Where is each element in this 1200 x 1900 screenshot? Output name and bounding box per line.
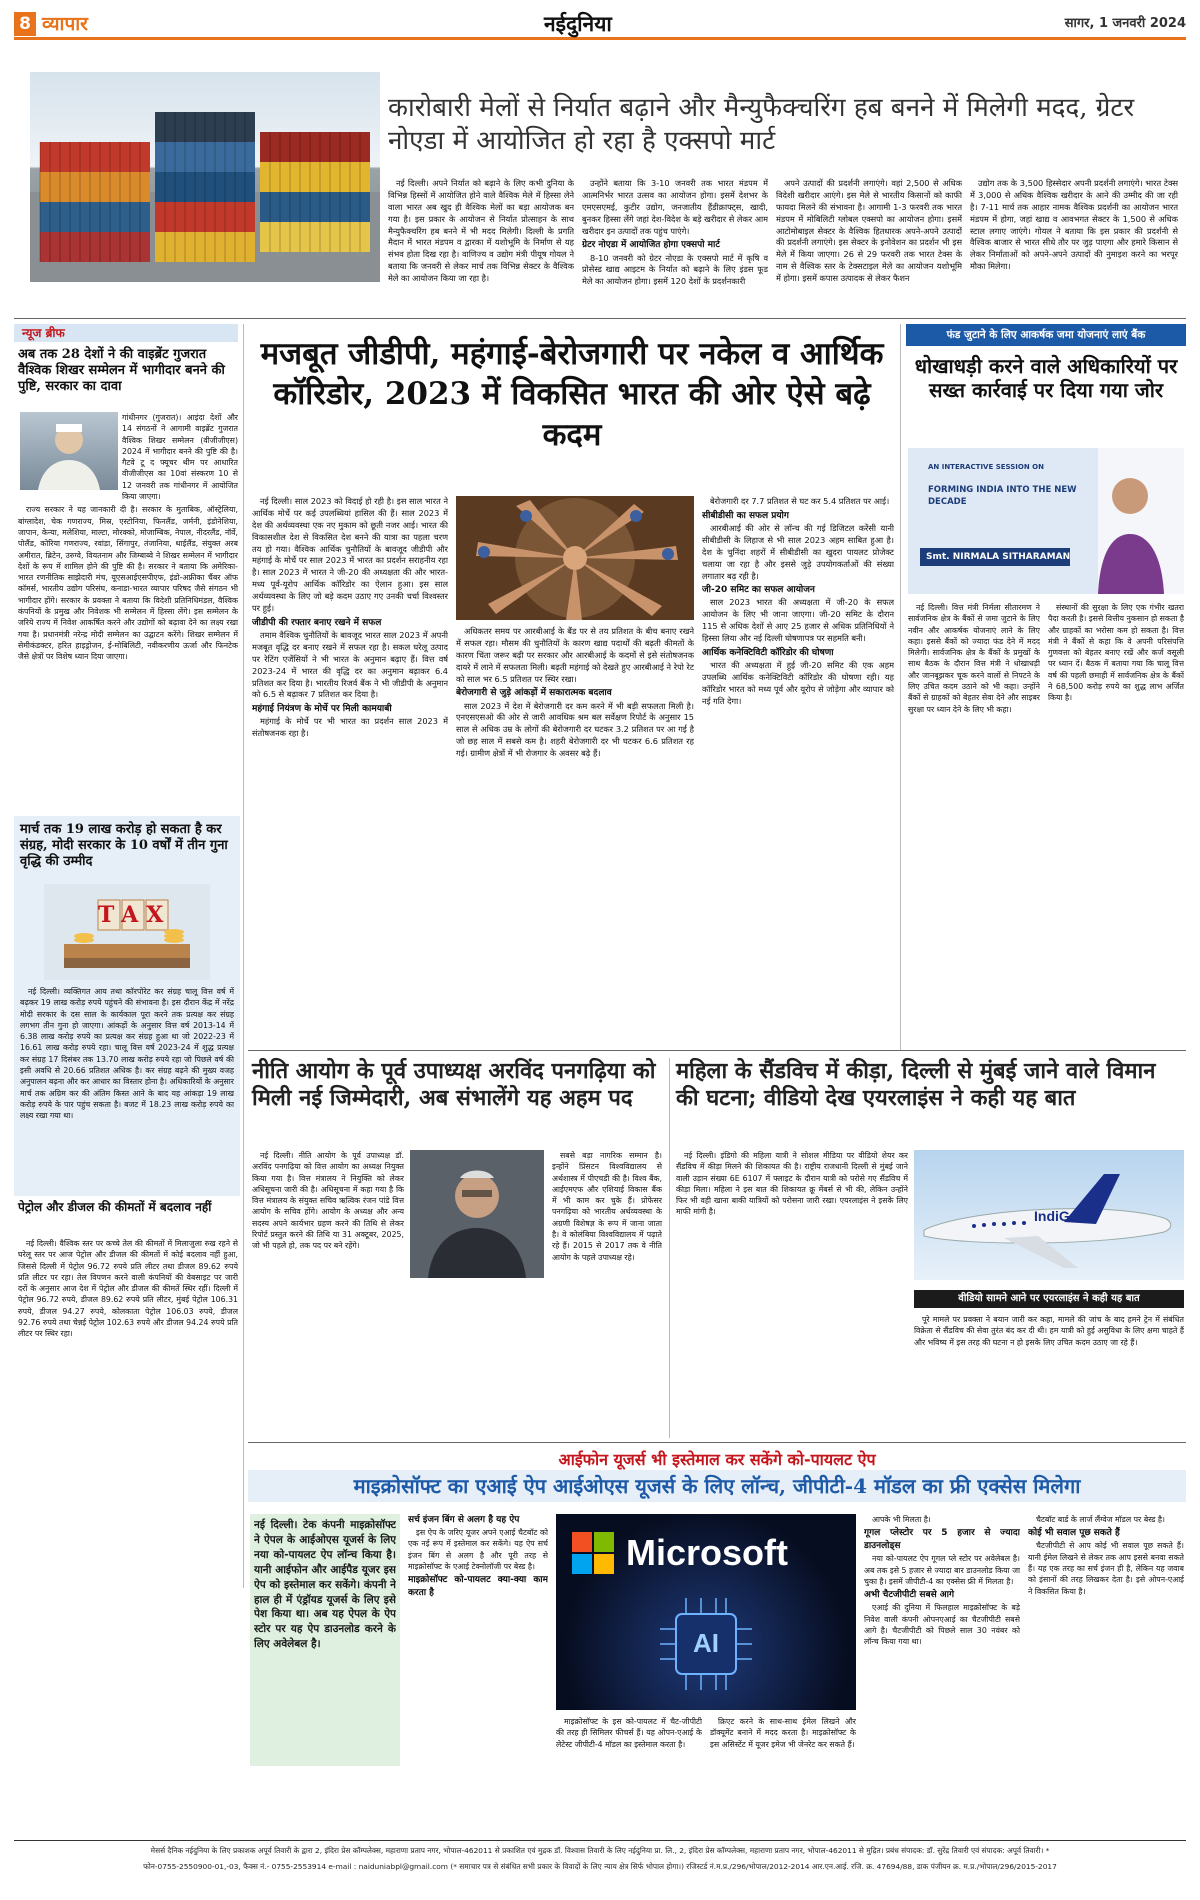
sandwich-col2-text: पूरे मामले पर प्रवक्ता ने बयान जारी कर कहा, मामले की जांच के बाद हमने ट्रेन में संबंधित विक्रेता से सैंडविच की सेवा तुरंत बंद कर दी थी। हम यात्री को हुई असुविधा के लिए क्षमा चाहते हैं और भविष्य में इस तरह की घटना न हो इसके लिए उचित कदम उठाए जा रहे हैं। [914,1315,1184,1347]
lead-col2b-text: 8-10 जनवरी को ग्रेटर नोएडा के एक्सपो मार्ट में कृषि व प्रोसेस्ड खाद्य आइटम के निर्यात को बढ़ाने के लिए इंडस फूड मेले का आयोजन होगा। इसमें 120 देशों के प्रदर्शनकारी [582,252,768,287]
news-brief-label: न्यूज ब्रीफ [14,324,238,342]
lead-col3-text: अपने उत्पादों की प्रदर्शनी लगाएंगे। वहां 2,500 से अधिक विदेशी खरीदार आएंगे। इस मेले से भारतीय किसानों को काफी फायदा मिलने की संभावना है। आगामी 1-3 फरवरी तक भारत मंडपम में मोबिलिटी ग्लोबल एक्सपो का आयोजन होगा। इसमें आटोमोबाइल सेक्टर के वैश्विक हितधारक अपने-अपने उत्पादों की प्रदर्शनी लगाएंगे। इस सेक्टर के इनोवेशन का प्रदर्शन भी इस मेले में किया जाएगा। 26 से 29 फरवरी तक भारत टेक्स के नाम से वैश्विक स्तर के टेक्सटाइल मेले का आयोजन यशोभूमि में होगा। इसमें कपास उत्पादक से लेकर फैशन [776,178,962,284]
niti-column-1 [252,1150,404,1436]
section-label: व्यापार [42,13,88,35]
divider [248,1442,1186,1443]
lead-headline: कारोबारी मेलों से निर्यात बढ़ाने और मैन्युफैक्चरिंग हब बनने में मिलेगी मदद, ग्रेटर नोएडा में आयोजित हो रहा है एक्सपो मार्ट [388,93,1135,157]
brief-2-column [20,986,234,1192]
gdp-col1b-text: तमाम वैश्विक चुनौतियों के बावजूद भारत साल 2023 में अपनी मजबूत वृद्धि दर बनाए रखने में सफल रहा है। सकल घरेलू उत्पाद पर रेटिंग एजेंसियों ने भी भारत के अनुमान बढ़ाए हैं। वित्त वर्ष 2023-24 में भारत की वृद्धि दर का अनुमान बढ़ाकर 6.4 प्रतिशत कर दिया है। भारतीय रिजर्व बैंक ने भी जीडीपी के अनुमान को 6.5 से बढ़ाकर 7 प्रतिशत कर दिया है। [252,629,448,700]
microsoft-column-1 [408,1514,548,1766]
microsoft-image-brand: Microsoft [626,1532,788,1573]
microsoft-subhead-4: अभी चैटजीपीटी सबसे आगे [864,1590,955,1601]
gdp-col2-text: अधिकतर समय पर आरबीआई के बैंड पर से तय प्रतिशत के बीच बनाए रखने में सफल रहा। मौसम की चुनौतियों के कारण खाद्य पदार्थों की बढ़ती कीमतों के कारण चिंता जरूर बढ़ी पर सरकार और आरबीआई के कदमों से इसे संतोषजनक दायरे में लाने में सफलता मिली। बढ़ती महंगाई को देखते हुए आरबीआई ने रेपो रेट को साल भर 6.5 प्रतिशत पर स्थिर रखा। [456,626,694,684]
indigo-aircraft-photo [914,1150,1184,1280]
gdp-subhead-5: जी-20 समिट का सफल आयोजन [702,585,815,596]
brief-1-body: राज्य सरकार ने यह जानकारी दी है। सरकार के मुताबिक, ऑस्ट्रेलिया, बांग्लादेश, चेक गणराज्य, मिस्र, एस्टोनिया, फिनलैंड, जर्मनी, इंडोनेशिया, जापान, केन्या, मलेशिया, माल्टा, मोरक्को, मोजाम्बिक, नेपाल, नीदरलैंड, नॉर्वे, पोलैंड, कोरिया गणराज्य, रवांडा, सिंगापुर, तंजानिया, थाईलैंड, संयुक्त अरब अमीरात, ब्रिटेन, उरुग्वे, वियतनाम और जिम्बाब्वे ने शिखर सम्मेलन में भागीदार देशों के रूप में शामिल होने की पुष्टि की है। सरकार ने बताया कि अमेरिका-भारत रणनीतिक साझेदारी मंच, यूएसआईएसपीएफ, इंडो-अफ्रीका चैंबर ऑफ कॉमर्स, भारतीय उद्योग परिसंघ, कनाडा-भारत व्यापार परिषद जैसे संगठन भी भागीदार होंगे। सरकार के प्रवक्ता ने बताया कि विदेशी प्रतिनिधिमंडल, वैश्विक कंपनियों के प्रमुख और निवेशक भी सम्मेलन में हिस्सा लेंगे। इस सम्मेलन के जरिये राज्य में निवेश आकर्षित करने और उद्योगों को बढ़ावा देने का लक्ष्य रखा गया है। प्रधानमंत्री नरेन्द्र मोदी सम्मेलन का उद्घाटन करेंगे। शिखर सम्मेलन में सेमीकंडक्टर, हरित हाइड्रोजन, ई-मोबिलिटी, नवीकरणीय ऊर्जा और फिनटेक जैसे क्षेत्रों पर विशेष ध्यान दिया जाएगा। [18,505,238,662]
lead-column-4 [970,178,1178,313]
sandwich-headline: महिला के सैंडविच में कीड़ा, दिल्ली से मुंबई जाने वाले विमान की घटना; वीडियो देख एयरलाइंस ने कही यह बात [676,1058,1156,1111]
banner-line-1: AN INTERACTIVE SESSION ON [928,463,1044,471]
lead-col1-text: नई दिल्ली। अपने निर्यात को बढ़ाने के लिए कभी दुनिया के विभिन्न हिस्सों में आयोजित होने वाले वैश्विक मेले में हिस्सा लेने वाला भारत अब खुद ही वैश्विक मेलों का बड़ा आयोजक बन गया है। इस प्रकार के आयोजन से निर्यात प्रोत्साहन के साथ मैन्युफैक्चरिंग हब बनने में भी मदद मिलेगी। दिल्ली के प्रगति मैदान में भारत मंडपम व द्वारका में यशोभूमि के निर्माण से यह संभव होता दिख रहा है। वाणिज्य व उद्योग मंत्री पीयूष गोयल ने बताया कि जनवरी से लेकर मार्च तक विभिन्न सेक्टर के वैश्विक मेले का आयोजन किया जा रहा है। [388,178,574,284]
person-icon [410,1150,544,1278]
microsoft-col4c-text: एआई की दुनिया में फिलहाल माइक्रोसॉफ्ट के बड़े निवेश वाली कंपनी ओपनएआई का चैटजीपीटी सबसे आगे है। चैटजीपीटी को पिछले साल 30 नवंबर को लॉन्च किया गया था। [864,1603,1020,1647]
sandwich-col1-text: नई दिल्ली। इंडिगो की महिला यात्री ने सोशल मीडिया पर वीडियो शेयर कर सैंडविच में कीड़ा मिलने की शिकायत की है। राष्ट्रीय राजधानी दिल्ली से मुंबई जाने वाली उड़ान संख्या 6E 6107 में फ्लाइट के दौरान यात्री को परोसे गए सैंडविच में कीड़ा मिला। महिला ने इस बात की शिकायत क्रू मेंबर्स से भी की, लेकिन उन्होंने फिर भी वही खाना बाकी यात्रियों को परोसना जारी रखा। एयरलाइंस ने इसके लिए माफी मांगी है। [676,1151,908,1217]
brief-3-column [18,1238,238,1588]
lead-col2-text: उन्होंने बताया कि 3-10 जनवरी तक भारत मंडपम में आत्मनिर्भर भारत उत्सव का आयोजन होगा। इसमें देशभर के एमएसएमई, कुटीर उद्योग, जनजातीय हैंडीक्राफ्ट्स, खादी, बुनकर हिस्सा लेंगे जहां देश-विदेश के बड़े खरीदार से लेकर आम खरीदार इन उत्पादों तक पहुंच पाएंगे। [582,178,768,236]
gdp-subhead-6: आर्थिक कनेक्टिविटी कॉरिडोर की घोषणा [702,648,834,658]
fraud-col1-text: नई दिल्ली। वित्त मंत्री निर्मला सीतारमण ने सार्वजनिक क्षेत्र के बैंकों से जमा जुटाने के लिए नवीन और आकर्षक योजनाएं लाने के लिए कहा। इससे बैंकों को ज्यादा फंड देने में मदद मिलेगी। सार्वजनिक क्षेत्र के बैंकों के प्रमुखों के साथ बैठक के दौरान वित्त मंत्री ने धोखाधड़ी और जानबूझकर चूक करने वालों से निपटने के लिए उचित कदम उठाने को भी कहा। उन्होंने बैंकों से ग्राहकों को बेहतर सेवा देने और साइबर सुरक्षा पर ध्यान देने के लिए भी कहा। [908,603,1040,714]
microsoft-image-ai: AI [693,1628,719,1658]
microsoft-col4b-text: नया को-पायलट ऐप गूगल प्ले स्टोर पर अवेलेबल है। अब तक इसे 5 हजार से ज्यादा बार डाउनलोड किया जा चुका है। इसमें जीपीटी-4 का एक्सेस फ्री में मिलता है। [864,1554,1020,1586]
nameplate: Smt. NIRMALA SITHARAMAN [926,552,1071,562]
gdp-column-1 [252,496,448,1040]
brief-2-body: नई दिल्ली। व्यक्तिगत आय तथा कॉरपोरेट कर संग्रह चालू वित्त वर्ष में बढ़कर 19 लाख करोड़ रुपये पहुंचने की संभावना है। इस दौरान केंद्र में नरेंद्र मोदी सरकार के दस साल के कार्यकाल पूरा करने तक प्रत्यक्ष कर संग्रह लगभग तीन गुना हो जाएगा। आंकड़ों के अनुसार वित्त वर्ष 2013-14 में 6.38 लाख करोड़ रुपये का प्रत्यक्ष कर संग्रह हुआ था जो 2022-23 में 16.61 लाख करोड़ रुपये रहा। चालू वित्त वर्ष 2023-24 में शुद्ध प्रत्यक्ष कर संग्रह 17 दिसंबर तक 13.70 लाख करोड़ रुपये रहा जो पिछले वर्ष की इसी अवधि से 20.66 प्रतिशत अधिक है। कर संग्रह बढ़ने की मुख्य वजह अनुपालन बढ़ना और कर आधार का विस्तार होना है। अधिकारियों के अनुसार मार्च तक अग्रिम कर की अंतिम किस्त आने के बाद यह आंकड़ा 19 लाख करोड़ रुपये के पार पहुंच सकता है। बजट में 18.23 लाख करोड़ रुपये का लक्ष्य रखा गया था। [20,987,234,1121]
brief-3-body: नई दिल्ली। वैश्विक स्तर पर कच्चे तेल की कीमतों में मिलाजुला रुख रहने से घरेलू स्तर पर आज पेट्रोल और डीजल की कीमतों में कोई बदलाव नहीं हुआ, जिससे दिल्ली में पेट्रोल 96.72 रुपये प्रति लीटर तथा डीजल 89.62 रुपये प्रति लीटर पर रहा। तेल विपणन करने वाली कंपनियों की वेबसाइट पर जारी दरों के अनुसार आज देश में पेट्रोल और डीजल की कीमतें स्थिर रहीं। दिल्ली में पेट्रोल 96.72 रुपये, डीजल 89.62 रुपये प्रति लीटर, मुंबई पेट्रोल 106.31 रुपये, डीजल 94.27 रुपये, कोलकाता पेट्रोल 106.03 रुपये, डीजल 92.76 रुपये तथा चेन्नई पेट्रोल 102.63 रुपये और डीजल 94.24 रुपये प्रति लीटर पर स्थिर रहा। [18,1239,238,1339]
microsoft-col5a-text: चैटबॉट बार्ड के लार्ज लैंग्वेज मॉडल पर बेस्ड है। [1036,1515,1165,1524]
microsoft-col1-text: इस ऐप के जरिए यूजर अपने एआई चैटबॉट को एक नई रूप में इस्तेमाल कर सकेंगे। यह ऐप सर्च इंजन बिंग से अलग है और पूरी तरह से माइक्रोसॉफ्ट के एआई टेक्नोलॉजी पर बेस्ड है। [408,1528,548,1571]
gdp-column-3 [702,496,894,1040]
brief-1-column [18,412,238,812]
tax-image [44,884,210,980]
hands-circle-illustration [456,496,694,620]
lead-col4-text: उद्योग तक के 3,500 हिस्सेदार अपनी प्रदर्शनी लगाएंगे। भारत टेक्स में 3,000 से अधिक वैश्विक खरीदार के आने की उम्मीद की जा रही है। 7-11 मार्च तक आहार नामक वैश्विक प्रदर्शनी का आयोजन भारत मंडपम में होगा, जहां खाद्य व आवभगत सेक्टर के 1,500 से अधिक स्टाल लगाए जाएंगे। गोयल ने बताया कि इस प्रकार की प्रदर्शनी से वैश्विक बाजार से भारत सीधे तौर पर जुड़ पाएगा और हमारे किसान से लेकर निर्माताओं को अपने-अपने उत्पादों की नुमाइश करने का भरपूर मौका मिलेगा। [970,178,1178,272]
airline-logo: IndiGo [1034,1208,1079,1224]
gdp-col1-text: नई दिल्ली। साल 2023 को विदाई हो रही है। इस साल भारत ने आर्थिक मोर्चे पर कई उपलब्धियां हासिल की हैं। साल 2023 में देश की अर्थव्यवस्था एक नए मुकाम को छूती नजर आई। भारत की विकासशील देश से विकसित देश बनने की यात्रा का पहला चरण तय हो गया। वैश्विक आर्थिक चुनौतियों के बावजूद जीडीपी और महंगाई के मोर्चे पर साल 2023 में भारत का प्रदर्शन सराहनीय रहा है। साल 2023 में भारत ने जी-20 की अध्यक्षता की और भारत-मध्य पूर्व-यूरोप आर्थिक कॉरिडोर का ऐलान हुआ। इस साल अर्थव्यवस्था के लिए जो बड़े कदम उठाए गए उनकी चर्चा विश्वस्तर पर हुई। [252,496,448,614]
brief-1-intro: गांधीनगर (गुजरात)। आइंदा देशों और 14 संगठनों ने आगामी वाइब्रेंट गुजरात वैश्विक शिखर सम्मेलन (वीजीजीएस) 2024 में भागीदार बनने की पुष्टि की है। गैटवे टू द फ्यूचर थीम पर आधारित वीजीजीएस का 10वां संस्करण 10 से 12 जनवरी तक गांधीनगर में आयोजित किया जाएगा। [122,413,238,502]
brief-headline-3: पेट्रोल और डीजल की कीमतों में बदलाव नहीं [18,1200,212,1214]
microsoft-subhead-2: माइक्रोसॉफ्ट को-पायलट क्या-क्या काम करता है [408,1575,548,1599]
divider [14,318,1186,319]
gdp-headline: मजबूत जीडीपी, महंगाई-बेरोजगारी पर नकेल व आर्थिक कॉरिडोर, 2023 में विकसित भारत की ओर ऐसे बढ़े कदम [260,336,884,453]
newspaper-logo: नईदुनिया [544,11,612,36]
gdp-subhead-4: सीबीडीसी का सफल प्रयोग [702,510,789,521]
divider [900,324,901,1050]
fraud-column-2 [1048,602,1184,1042]
microsoft-column-5 [1028,1514,1184,1768]
lead-column-2 [582,178,768,313]
fraud-headline: धोखाधड़ी करने वाले अधिकारियों पर सख्त कार्रवाई पर दिया गया जोर [914,354,1178,403]
divider [243,324,244,1588]
masthead [14,12,1186,40]
gdp-column-2 [456,626,694,1040]
divider [669,1058,670,1438]
sandwich-caption: वीडियो सामने आने पर एयरलाइंस ने कही यह बात [914,1290,1184,1308]
hands-together-image [456,496,694,620]
fraud-column-1 [908,602,1040,1042]
gdp-col3-text: बेरोजगारी दर 7.7 प्रतिशत से घट कर 5.4 प्रतिशत पर आई। [710,496,890,506]
gdp-subhead-1: जीडीपी की रफ्तार बनाए रखने में सफल [252,617,382,628]
brief-headline-2: मार्च तक 19 लाख करोड़ हो सकता है कर संग्रह, मोदी सरकार के 10 वर्षों में तीन गुना वृद्धि की उम्मीद [20,822,228,869]
sandwich-column-2 [914,1314,1184,1434]
microsoft-ai-image [556,1514,856,1710]
container-stack-illustration [30,72,380,282]
fraud-kicker: फंड जुटाने के लिए आकर्षक जमा योजनाएं लाएं बैंक [906,324,1186,346]
microsoft-subhead-1: सर्च इंजन बिंग से अलग है यह ऐप [408,1515,520,1525]
divider [14,1840,1186,1841]
microsoft-lead-text: नई दिल्ली। टेक कंपनी माइक्रोसॉफ्ट ने ऐपल के आईओएस यूजर्स के लिए नया को-पायलट ऐप लॉन्च किया है। यानी आईफोन और आईपैड यूजर इस ऐप को इस्तेमाल कर सकेंगे। कंपनी ने हाल ही में एंड्रॉयड यूजर्स के लिए इसे पेश किया था। अब यह ऐपल के ऐप स्टोर पर यह ऐप डाउनलोड करने के लिए अवेलेबल है। [254,1519,396,1651]
sitharaman-photo [908,448,1184,594]
gdp-col3d-text: भारत की अध्यक्षता में हुई जी-20 समिट की एक अहम उपलब्धि आर्थिक कनेक्टिविटी कॉरिडोर की घोषणा रही। यह कॉरिडोर भारत को मध्य पूर्व और यूरोप से जोड़ेगा और व्यापार को नई गति देगा। [702,660,894,706]
dateline: सागर, 1 जनवरी 2024 [1064,16,1186,31]
tax-label: TAX [98,902,172,928]
niti-headline: नीति आयोग के पूर्व उपाध्यक्ष अरविंद पनगढ़िया को मिली नई जिम्मेदारी, अब संभालेंगे यह अहम पद [252,1058,656,1111]
fraud-col2-text: संस्थानों की सुरक्षा के लिए एक गंभीर खतरा पैदा करती है। इससे वित्तीय नुकसान हो सकता है और ग्राहकों का भरोसा कम हो सकता है। वित्त मंत्री ने बैंकों से कहा कि वे अपनी परिसंपत्ति गुणवत्ता को बेहतर बनाए रखें और कर्ज वसूली पर ध्यान दें। बैठक में बताया गया कि चालू वित्त वर्ष की पहली छमाही में सार्वजनिक क्षेत्र के बैंकों ने 68,500 करोड़ रुपये का शुद्ध लाभ अर्जित किया है। [1048,603,1184,703]
page-number: 8 [14,12,36,36]
gdp-subhead-3: बेरोजगारी से जुड़े आंकड़ों में सकारात्मक बदलाव [456,688,612,699]
gdp-col3b-text: आरबीआई की ओर से लॉन्च की गई डिजिटल करेंसी यानी सीबीडीसी के लिहाज से भी साल 2023 अहम साबित हुआ है। देश के चुनिंदा शहरों में सीबीडीसी का खुदरा पायलट प्रोजेक्ट चलाया जा रहा है और इससे जुड़े उपयोगकर्ताओं की संख्या लगातार बढ़ रही है। [702,522,894,581]
divider [248,1050,1186,1051]
microsoft-col5b-text: चैटजीपीटी से आप कोई भी सवाल पूछ सकते हैं। यानी ईमेल लिखने से लेकर तक आप इससे बनवा सकते हैं। यह एक तरह का सर्च इंजन ही है, लेकिन यह जवाब को इंसानों की तरह लिखकर देता है। इसे ओपन-एआई ने विकसित किया है। [1028,1541,1184,1596]
lead-col2-subhead: ग्रेटर नोएडा में आयोजित होगा एक्सपो मार्ट [582,240,720,251]
banner-line-2: FORMING INDIA INTO THE NEW DECADE [928,485,1077,508]
footer-contact: फोन-0755-2550900-01,-03, फैक्स नं.- 0755-2553914 e-mail : naiduniabpl@gmail.com (* समाचार पत्र से संबंधित सभी प्रकार के विवादों के लिए न्याय क्षेत्र सिर्फ भोपाल होगा।) रजिस्टर्ड नं.म.प्र./296/भोपाल/2012-2014 आर.एन.आई. रजि. क्र. 47694/88, डाक पंजीयन क्र. म.प्र./भोपाल/296/2015-2017 [143,1862,1057,1871]
footer-imprint: मेसर्स दैनिक नईदुनिया के लिए प्रकाशक अपूर्व तिवारी के द्वारा 2, इंदिरा प्रेस कॉम्पलेक्स, महाराणा प्रताप नगर, भोपाल-462011 से प्रकाशित एवं मुद्रक डॉ. विश्वास तिवारी के लिए नईदुनिया प्रा. लि., 2, इंदिरा प्रेस कॉम्पलेक्स, महाराणा प्रताप नगर, भोपाल-462011 से मुद्रित। प्रबंध संपादक: डॉ. सुरेंद्र तिवारी एवं संपादक: अपूर्व तिवारी। * [150,1846,1050,1855]
lead-column-1 [388,178,574,313]
niti-col2-text: सबसे बड़ा नागरिक सम्मान है। इन्होंने प्रिंसटन विश्वविद्यालय से अर्थशास्त्र में पीएचडी की है। विश्व बैंक, आईएमएफ और एशियाई विकास बैंक में भी काम कर चुके हैं। प्रोफेसर पनगढ़िया को भारतीय अर्थव्यवस्था के अग्रणी विशेषज्ञ के रूप में जाना जाता है। वे कोलंबिया विश्वविद्यालय में पढ़ाते रहे हैं। 2015 से 2017 तक वे नीति आयोग के पहले उपाध्यक्ष रहे। [552,1151,662,1262]
microsoft-subhead-3: गूगल प्लेस्टोर पर 5 हजार से ज्यादा डाउनलोड्स [864,1528,1020,1552]
niti-col1-text: नई दिल्ली। नीति आयोग के पूर्व उपाध्यक्ष डॉ. अरविंद पनगढ़िया को वित्त आयोग का अध्यक्ष नियुक्त किया गया है। वित्त मंत्रालय ने नियुक्ति को लेकर अधिसूचना जारी की है। अधिसूचना में कहा गया है कि वित्त मंत्रालय के संयुक्त सचिव ऋत्विक रंजन पांडे वित्त आयोग के सचिव होंगे। आयोग के अध्यक्ष और अन्य सदस्य अपने कार्यभार ग्रहण करने की तिथि से लेकर रिपोर्ट प्रस्तुत करने की तिथि या 31 अक्टूबर, 2025, जो भी पहले हो, तक पद पर बने रहेंगे। [252,1151,404,1251]
microsoft-headline: माइक्रोसॉफ्ट का एआई ऐप आईओएस यूजर्स के लिए लॉन्च, जीपीटी-4 मॉडल का फ्री एक्सेस मिलेगा [248,1470,1186,1502]
microsoft-col4a-text: आपके भी मिलता है। [872,1515,931,1524]
brief-headline-1: अब तक 28 देशों ने की वाइब्रेंट गुजरात वैश्विक शिखर सम्मेलन में भागीदार बनने की पुष्टि, सरकार का दावा [18,347,225,394]
microsoft-subhead-5: कोई भी सवाल पूछ सकते हैं [1028,1528,1120,1539]
lead-column-3 [776,178,962,313]
gdp-col2b-text: साल 2023 में देश में बेरोजगारी दर कम करने में भी बड़ी सफलता मिली है। एनएसएसओ की ओर से जारी आवधिक श्रम बल सर्वेक्षण रिपोर्ट के अनुसार 15 साल से अधिक उम्र के लोगों की बेरोजगारी दर घटकर 3.2 प्रतिशत पर आ गई है जो छह साल में सबसे कम है। शहरी बेरोजगारी दर भी घटकर 6.6 प्रतिशत रह गई। ग्रामीण क्षेत्रों में भी रोजगार के अवसर बढ़े हैं। [456,700,694,759]
sandwich-column-1 [676,1150,908,1330]
microsoft-col2-text: माइक्रोसॉफ्ट के इस को-पायलट में चैट-जीपीटी की तरह ही सिमिलर फीचर्स हैं। यह ओपन-एआई के लेटेस्ट जीपीटी-4 मॉडल का इस्तेमाल करता है। [556,1717,702,1749]
tax-blocks-icon [44,884,210,980]
microsoft-column-4 [864,1514,1020,1768]
microsoft-col3-text: क्रिएट करने के साथ-साथ ईमेल लिखने और डॉक्यूमेंट बनाने में मदद करता है। माइक्रोसॉफ्ट के इस असिस्टेंट में यूजर इमेज भी जेनरेट कर सकते हैं। [710,1717,856,1749]
shipping-containers-image [30,72,380,282]
panagariya-photo [410,1150,544,1278]
niti-column-2 [552,1150,662,1436]
gdp-col1c-text: महंगाई के मोर्चे पर भी भारत का प्रदर्शन साल 2023 में संतोषजनक रहा है। [252,716,448,739]
microsoft-column-3 [710,1716,856,1768]
gdp-col3c-text: साल 2023 भारत की अध्यक्षता में जी-20 के सफल आयोजन के लिए भी जाना जाएगा। जी-20 समिट के दौरान 115 से अधिक देशों से आए 25 हजार से अधिक प्रतिनिधियों ने हिस्सा लिया और नई दिल्ली घोषणापत्र पर सहमति बनी। [702,597,894,644]
microsoft-kicker: आईफोन यूजर्स भी इस्तेमाल कर सकेंगे को-पायलट ऐप [558,1450,876,1469]
microsoft-column-2 [556,1716,702,1768]
gdp-subhead-2: महंगाई नियंत्रण के मोर्चे पर मिली कामयाबी [252,704,392,715]
microsoft-lead [254,1518,396,1764]
